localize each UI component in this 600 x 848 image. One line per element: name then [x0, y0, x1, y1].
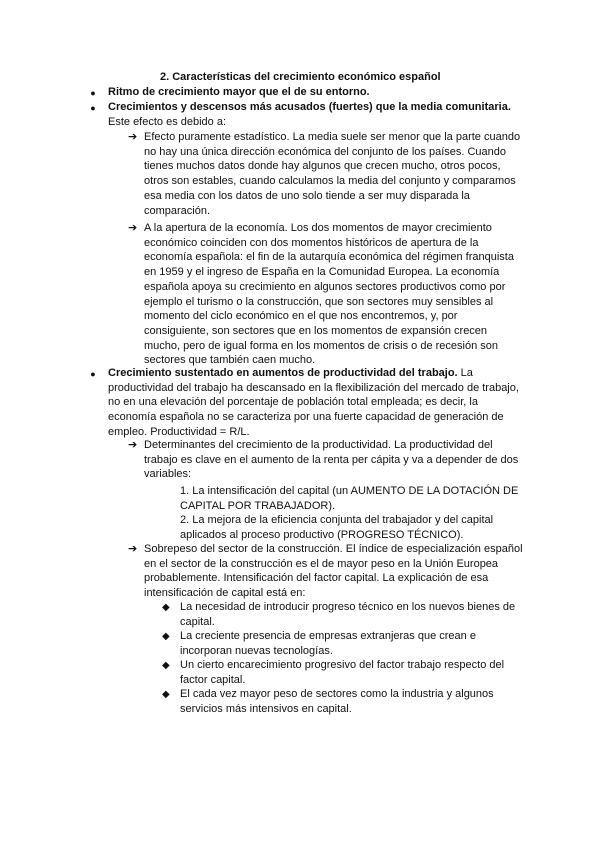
section-title: 2. Características del crecimiento económico español [160, 71, 441, 83]
arrow-right-icon: ➔ [128, 131, 138, 143]
diamond-item-1: La necesidad de introducir progreso técnico en los nuevos bienes de capital. [180, 601, 516, 628]
diamond-item-4: El cada vez mayor peso de sectores como la industria y algunos servicios más intensivos en capital. [180, 688, 494, 715]
bullet-2-intro: Este efecto es debido a: [108, 116, 227, 128]
diamond-item-3: Un cierto encarecimiento progresivo del factor trabajo respecto del factor capital. [180, 659, 505, 686]
arrow-item-sobrepeso: Sobrepeso del sector de la construcción. El índice de especialización español en el sector de la construcción es el de mayor peso en la Unión Europea probablemente. Intensificación del factor capital. La explicación de esa intensificación de capital está en: [144, 543, 523, 600]
numbered-item-2: 2. La mejora de la eficiencia conjunta del trabajador y del capital aplicados al proceso productivo (PROGRESO TÉCNICO). [180, 514, 494, 541]
arrow-right-icon: ➔ [128, 439, 138, 451]
diamond-bullet-icon: ◆ [162, 689, 170, 700]
arrow-right-icon: ➔ [128, 222, 138, 234]
diamond-bullet-icon: ◆ [162, 631, 170, 642]
arrow-item-opening: A la apertura de la economía. Los dos momentos de mayor crecimiento económico coinciden con dos momentos históricos de apertura de la economía española: el fin de la autarquía económica del régimen franquista en 1959 y el ingreso de España en la Comunidad Europea. La economía española apoya su crecimiento en algunos sectores productivos como por ejemplo el turismo o la construcción, que son sectores muy sensibles al momento del ciclo económico en el que nos encontremos, y, por consiguiente, son sectores que en los momentos de expansión crecen mucho, pero de igual forma en los momentos de crisis o de recesión son sectores que también caen mucho. [144, 222, 514, 367]
arrow-right-icon: ➔ [128, 543, 138, 555]
bullet-1-text: Ritmo de crecimiento mayor que el de su entorno. [108, 86, 370, 98]
bullet-3-rest: La productividad del trabajo ha descansado en la flexibilización del mercado de trabajo, no en una elevación del porcentaje de población total empleada; es decir, la economía española no se caracteriza por una fuerte capacidad de generación de empleo. Productividad = R/L. [108, 367, 519, 438]
diamond-bullet-icon: ◆ [162, 660, 170, 671]
diamond-item-2: La creciente presencia de empresas extranjeras que crean e incorporan nuevas tecnologías. [180, 630, 476, 657]
arrow-item-statistical: Efecto puramente estadístico. La media suele ser menor que la parte cuando no hay una única dirección económica del conjunto de los países. Cuando tienes muchos datos donde hay algunos que crecen mucho, otros pocos, otros son estables, cuando calculamos la media del conjunto y comparamos esa media con los datos de uno solo tiende a ser muy disparada la comparación. [144, 131, 521, 217]
diamond-bullet-icon: ◆ [162, 602, 170, 613]
bullet-3-bold: Crecimiento sustentado en aumentos de productividad del trabajo. [108, 367, 458, 379]
numbered-item-1: 1. La intensificación del capital (un AUMENTO DE LA DOTACIÓN DE CAPITAL POR TRABAJADOR). [180, 485, 519, 512]
bullet-2-text: Crecimientos y descensos más acusados (fuertes) que la media comunitaria. [108, 101, 511, 113]
arrow-item-determinantes: Determinantes del crecimiento de la productividad. La productividad del trabajo es clave en el aumento de la renta per cápita y va a depender de dos variables: [144, 439, 519, 481]
bullet-3-text [108, 366, 526, 440]
bullet-icon: ● [90, 88, 96, 98]
bullet-icon: ● [90, 103, 96, 113]
bullet-icon: ● [90, 369, 96, 379]
